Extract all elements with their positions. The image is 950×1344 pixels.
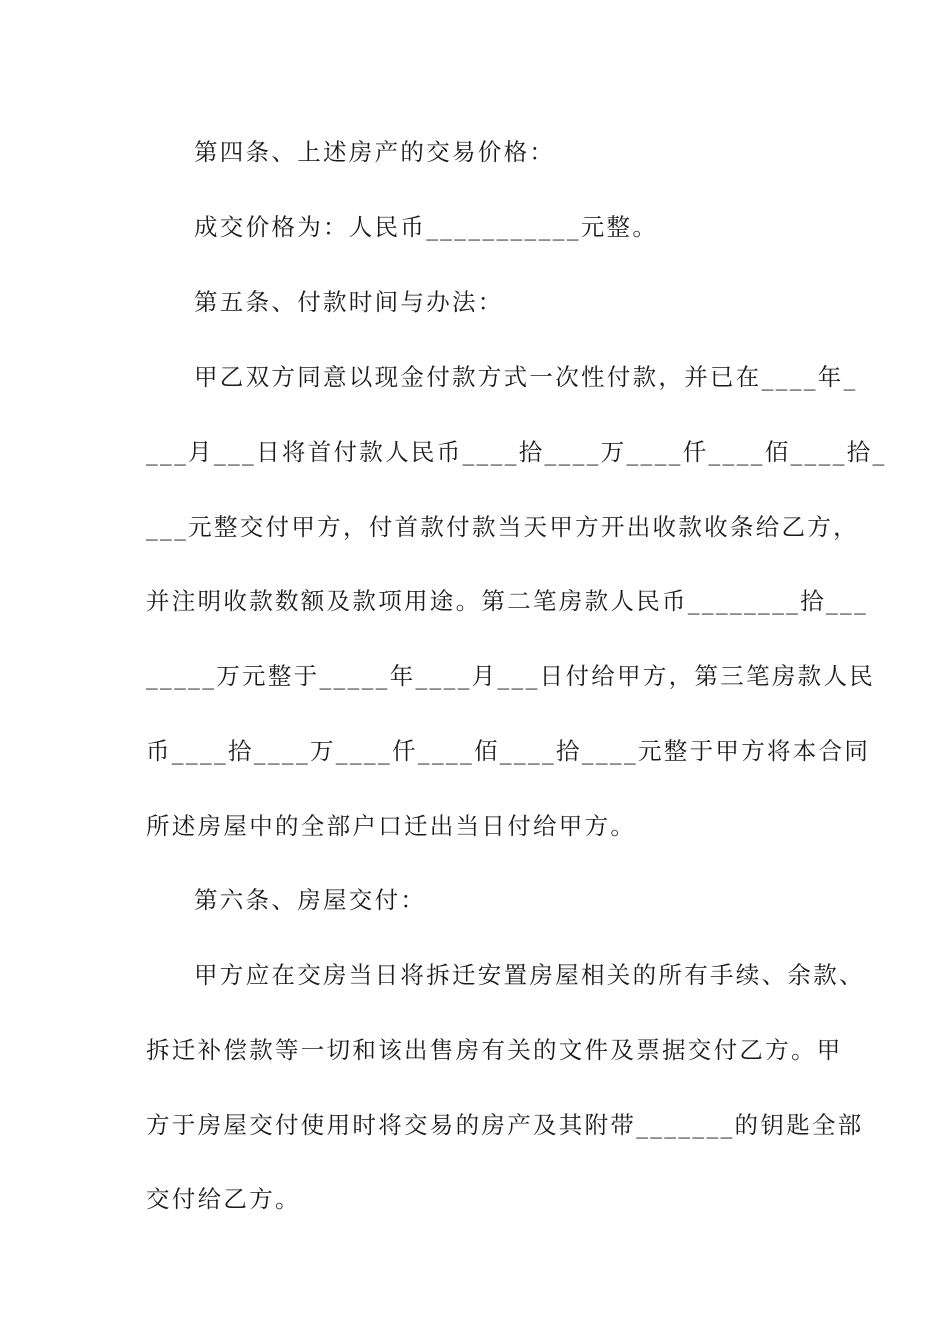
article-4-heading: 第四条、上述房产的交易价格： [194, 138, 556, 166]
payment-paragraph-line-4: 并注明收款数额及款项用途。第二笔房款人民币________拾___ [146, 587, 869, 615]
transaction-price-line: 成交价格为：人民币___________元整。 [194, 213, 659, 241]
delivery-paragraph-line-4: 交付给乙方。 [146, 1185, 301, 1213]
payment-paragraph-line-2: ___月___日将首付款人民币____拾____万____仟____佰____拾_ [146, 438, 887, 466]
article-5-heading: 第五条、付款时间与办法： [194, 288, 504, 316]
payment-paragraph-line-7: 所述房屋中的全部户口迁出当日付给甲方。 [146, 812, 637, 840]
article-6-heading: 第六条、房屋交付： [194, 886, 427, 914]
delivery-paragraph-line-2: 拆迁补偿款等一切和该出售房有关的文件及票据交付乙方。甲 [146, 1036, 843, 1064]
payment-paragraph-line-5: _____万元整于_____年____月___日付给甲方，第三笔房款人民 [146, 662, 876, 690]
delivery-paragraph-line-3: 方于房屋交付使用时将交易的房产及其附带_______的钥匙全部 [146, 1111, 864, 1139]
payment-paragraph-line-3: ___元整交付甲方，付首款付款当天甲方开出收款收条给乙方， [146, 513, 859, 541]
payment-paragraph-line-1: 甲乙双方同意以现金付款方式一次性付款，并已在____年_ [194, 363, 858, 391]
payment-paragraph-line-6: 币____拾____万____仟____佰____拾____元整于甲方将本合同 [146, 737, 871, 765]
delivery-paragraph-line-1: 甲方应在交房当日将拆迁安置房屋相关的所有手续、余款、 [194, 961, 865, 989]
